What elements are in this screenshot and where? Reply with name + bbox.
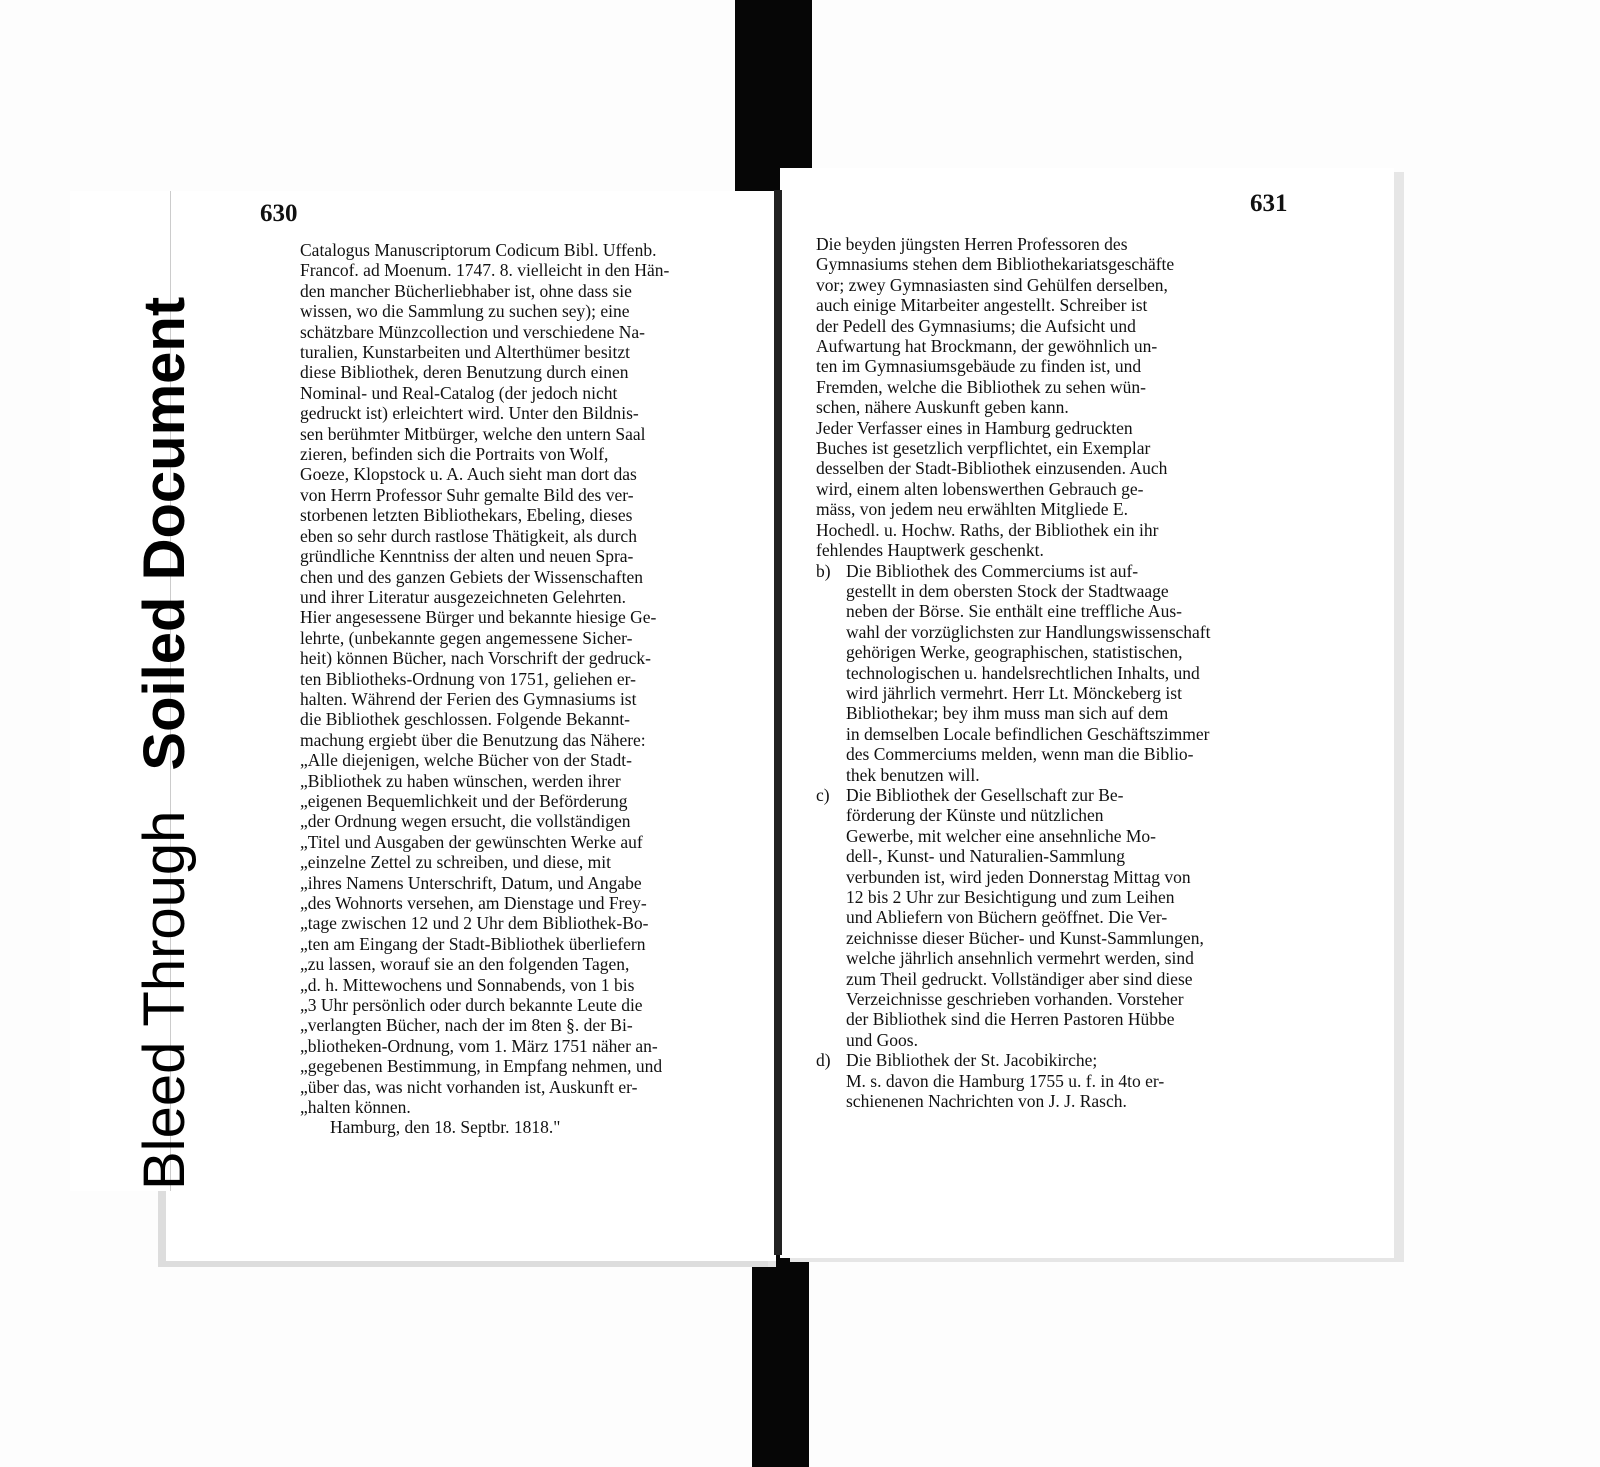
text-line: Fremden, welche die Bibliothek zu sehen wün- <box>816 376 1146 397</box>
text-line: Hochedl. u. Hochw. Raths, der Bibliothek ein ihr <box>816 519 1159 540</box>
text-line: „eigenen Bequemlichkeit und der Beförderung <box>300 790 628 811</box>
text-line: gestellt in dem obersten Stock der Stadtwaage <box>846 580 1169 601</box>
text-line: „des Wohnorts versehen, am Dienstage und Frey- <box>300 893 647 913</box>
text-line: zum Theil gedruckt. Vollständiger aber sind diese <box>846 968 1193 989</box>
text-line: „einzelne Zettel zu schreiben, und diese, mit <box>300 852 611 873</box>
text-line: wissen, wo die Sammlung zu suchen sey); eine <box>300 301 630 322</box>
text-line: schen, nähere Auskunft geben kann. <box>816 397 1069 418</box>
label-part2: Soiled Document <box>132 296 197 771</box>
text-line: Die Bibliothek der Gesellschaft zur Be- <box>846 784 1124 805</box>
text-line: des Commerciums melden, wenn man die Biblio- <box>846 744 1194 765</box>
text-line: „ten am Eingang der Stadt-Bibliothek überliefern <box>300 933 646 954</box>
text-line: Gewerbe, mit welcher eine ansehnliche Mo- <box>846 825 1157 846</box>
text-line: Bibliothekar; bey ihm muss man sich auf dem <box>846 703 1169 724</box>
text-line: chen und des ganzen Gebiets der Wissenschaften <box>300 566 644 587</box>
signature-line: Hamburg, den 18. Septbr. 1818." <box>330 1117 561 1138</box>
text-line: verbunden ist, wird jeden Donnerstag Mittag von <box>846 866 1191 887</box>
text-line: „d. h. Mittewochens und Sonnabends, von 1 bis <box>300 974 635 995</box>
book-spine <box>774 190 782 1255</box>
text-line: und ihrer Literatur ausgezeichneten Gelehrten. <box>300 586 627 607</box>
text-line: M. s. davon die Hamburg 1755 u. f. in 4to er- <box>846 1070 1165 1091</box>
text-line: 12 bis 2 Uhr zur Besichtigung und zum Leihen <box>846 887 1175 907</box>
text-line: Die Bibliothek des Commerciums ist auf- <box>846 560 1139 581</box>
text-line: der Pedell des Gymnasiums; die Aufsicht und <box>816 315 1136 336</box>
text-line: Goeze, Klopstock u. A. Auch sieht man dort das <box>300 464 637 485</box>
text-line: „halten können. <box>300 1097 411 1118</box>
text-line: in demselben Locale befindlichen Geschäftszimmer <box>846 723 1210 744</box>
text-line: desselben der Stadt-Bibliothek einzusenden. Auch <box>816 458 1168 479</box>
list-item <box>816 1050 1306 1111</box>
text-line: der Bibliothek sind die Herren Pastoren Hübbe <box>846 1009 1175 1030</box>
text-line: gedruckt ist) erleichtert wird. Unter den Bildnis- <box>300 403 639 424</box>
text-line: Catalogus Manuscriptorum Codicum Bibl. Uffenb. <box>300 240 657 260</box>
text-line: vor; zwey Gymnasiasten sind Gehülfen derselben, <box>816 274 1168 295</box>
left-page-number: 630 <box>260 200 298 227</box>
text-line: schätzbare Münzcollection und verschiedene Na- <box>300 321 645 342</box>
text-line: lehrte, (unbekannte gegen angemessene Sicher- <box>300 627 633 648</box>
text-line: Die beyden jüngsten Herren Professoren des <box>816 234 1128 254</box>
text-line: Aufwartung hat Brockmann, der gewöhnlich un- <box>816 336 1158 357</box>
text-line: Gymnasiums stehen dem Bibliothekariatsgeschäfte <box>816 254 1175 275</box>
list-item-body <box>846 1050 1306 1111</box>
text-line: turalien, Kunstarbeiten und Alterthümer besitzt <box>300 342 630 363</box>
text-line: von Herrn Professor Suhr gemalte Bild des ver- <box>300 484 634 505</box>
text-line: Nominal- und Real-Catalog (der jedoch nicht <box>300 382 618 403</box>
text-line: gründliche Kenntniss der alten und neuen Spra- <box>300 546 634 567</box>
text-line: thek benutzen will. <box>846 764 980 785</box>
text-line: den mancher Bücherliebhaber ist, ohne dass sie <box>300 280 632 301</box>
list-marker: c) <box>816 784 830 805</box>
text-line: „bliotheken-Ordnung, vom 1. März 1751 näher an- <box>300 1035 658 1056</box>
text-line: zieren, befinden sich die Portraits von Wolf, <box>300 444 609 465</box>
text-line: technologischen u. handelsrechtlichen Inhalts, und <box>846 662 1200 683</box>
text-line: diese Bibliothek, deren Benutzung durch einen <box>300 362 629 383</box>
right-page-number: 631 <box>1250 190 1288 217</box>
text-line: die Bibliothek geschlossen. Folgende Bekannt- <box>300 709 631 730</box>
text-line: neben der Börse. Sie enthält eine treffliche Aus- <box>846 601 1182 622</box>
degradation-label <box>133 190 203 1190</box>
text-line: „tage zwischen 12 und 2 Uhr dem Bibliothek-Bo- <box>300 913 649 934</box>
text-line: storbenen letzten Bibliothekars, Ebeling, dieses <box>300 505 633 526</box>
text-line: Buches ist gesetzlich verpflichtet, ein Exemplar <box>816 438 1151 459</box>
text-line: wird, einem alten lobenswerthen Gebrauch ge- <box>816 478 1144 499</box>
text-line: „gegebenen Bestimmung, in Empfang nehmen, und <box>300 1056 663 1077</box>
gutter-top-shadow <box>735 0 812 191</box>
text-line: und Goos. <box>846 1029 918 1050</box>
list-item <box>816 785 1306 1050</box>
text-line: „Bibliothek zu haben wünschen, werden ihrer <box>300 770 621 791</box>
gutter-bottom-shadow <box>752 1252 809 1467</box>
list-item <box>816 561 1306 785</box>
right-page-text <box>816 234 1306 1111</box>
text-line: heit) können Bücher, nach Vorschrift der gedruck- <box>300 648 651 669</box>
text-line: ten im Gymnasiumsgebäude zu finden ist, und <box>816 356 1142 377</box>
left-page-text <box>300 240 760 1138</box>
list-item-body <box>846 785 1306 1050</box>
text-line: „3 Uhr persönlich oder durch bekannte Leute die <box>300 995 643 1016</box>
text-line: Verzeichnisse geschrieben vorhanden. Vorsteher <box>846 989 1184 1010</box>
text-line: „verlangten Bücher, nach der im 8ten §. der Bi- <box>300 1015 633 1036</box>
text-line: und Abliefern von Büchern geöffnet. Die Ver- <box>846 907 1168 928</box>
text-line: wird jährlich vermehrt. Herr Lt. Mönckeberg ist <box>846 682 1182 703</box>
text-line: „über das, was nicht vorhanden ist, Auskunft er- <box>300 1076 638 1097</box>
text-line: auch einige Mitarbeiter angestellt. Schreiber ist <box>816 295 1148 316</box>
text-line: „der Ordnung wegen ersucht, die vollständigen <box>300 811 631 832</box>
text-line: ten Bibliotheks-Ordnung von 1751, geliehen er- <box>300 668 636 689</box>
text-line: eben so sehr durch rastlose Thätigkeit, als durch <box>300 525 637 546</box>
text-line: welche jährlich ansehnlich vermehrt werden, sind <box>846 948 1194 969</box>
text-line: Die Bibliothek der St. Jacobikirche; <box>846 1050 1098 1071</box>
text-line: förderung der Künste und nützlichen <box>846 805 1104 826</box>
text-line: „ihres Namens Unterschrift, Datum, und Angabe <box>300 872 642 893</box>
text-line: Jeder Verfasser eines in Hamburg gedruckten <box>816 417 1133 438</box>
text-line: „zu lassen, worauf sie an den folgenden Tagen, <box>300 954 630 975</box>
text-line: „Titel und Ausgaben der gewünschten Werke auf <box>300 831 643 852</box>
label-part1: Bleed Through <box>132 810 197 1190</box>
text-line: fehlendes Hauptwerk geschenkt. <box>816 540 1044 561</box>
text-line: zeichnisse dieser Bücher- und Kunst-Sammlungen, <box>846 927 1204 948</box>
text-line: „Alle diejenigen, welche Bücher von der Stadt- <box>300 750 632 771</box>
list-item-body <box>846 561 1306 785</box>
text-line: Hier angesessene Bürger und bekannte hiesige Ge- <box>300 607 657 628</box>
text-line: sen berühmter Mitbürger, welche den untern Saal <box>300 423 646 444</box>
list-marker: b) <box>816 560 831 581</box>
text-line: dell-, Kunst- und Naturalien-Sammlung <box>846 846 1125 867</box>
text-line: Francof. ad Moenum. 1747. 8. vielleicht in den Hän- <box>300 260 670 281</box>
text-line: machung ergiebt über die Benutzung das Nähere: <box>300 729 646 750</box>
text-line: halten. Während der Ferien des Gymnasiums ist <box>300 688 637 709</box>
text-line: mäss, von jedem neu erwählten Mitgliede E. <box>816 499 1129 520</box>
text-line: gehörigen Werke, geographischen, statistischen, <box>846 642 1183 663</box>
text-line: wahl der vorzüglichsten zur Handlungswissenschaft <box>846 621 1211 642</box>
list-marker: d) <box>816 1050 831 1071</box>
text-line: schienenen Nachrichten von J. J. Rasch. <box>846 1091 1127 1112</box>
